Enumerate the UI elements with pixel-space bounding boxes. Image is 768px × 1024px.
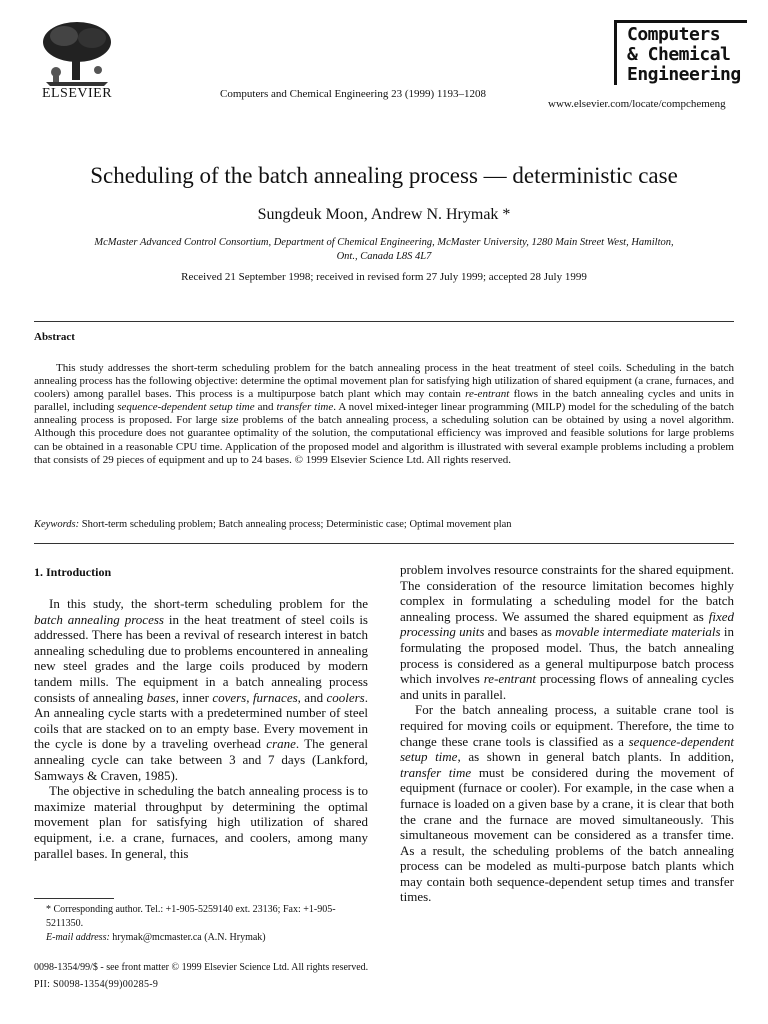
divider xyxy=(34,321,734,322)
email-address[interactable]: hrymak@mcmaster.ca (A.N. Hrymak) xyxy=(109,932,266,943)
keywords-label: Keywords: xyxy=(34,519,80,530)
emphasis: re-entrant xyxy=(483,671,536,687)
abstract-emphasis: re-entrant xyxy=(465,388,510,401)
footnote-divider xyxy=(34,898,114,899)
brand-line: Computers xyxy=(627,24,721,45)
journal-brand xyxy=(614,20,747,85)
emphasis: transfer time xyxy=(400,764,472,780)
emphasis: sequence-dependent setup time xyxy=(400,733,734,765)
intro-paragraph-1 xyxy=(34,596,368,783)
right-column xyxy=(400,562,734,905)
abstract-emphasis: sequence-dependent setup time xyxy=(117,401,255,414)
text-segment: in formulating the proposed model. Thus, the batch annealing process is considered as a general multipurpose batch process which involves xyxy=(400,624,734,687)
email-label: E-mail address: xyxy=(46,932,110,943)
paper-title: Scheduling of the batch annealing process — deterministic case xyxy=(90,163,678,188)
received-dates: Received 21 September 1998; received in revised form 27 July 1999; accepted 28 July 1999 xyxy=(181,271,587,283)
text-segment: must be considered during the movement of equipment (furnace or cooler). For example, in the case when a furnace is loaded on a given base by a crane, it is clear that both the crane and the furnace are moved simultaneously. This simultaneous movement can be considered as a transfer time. As a result, the scheduling problems of the batch annealing process can be modeled as multi-purpose batch plants which may contain both sequence-dependent setup times and transfer times. xyxy=(400,764,734,905)
emphasis: bases xyxy=(146,689,176,705)
journal-url[interactable]: www.elsevier.com/locate/compchemeng xyxy=(548,98,726,110)
abstract-emphasis: transfer time xyxy=(276,401,334,414)
brand-line: Engineering xyxy=(627,64,741,85)
affiliation xyxy=(40,236,728,264)
brand-line: & Chemical xyxy=(627,44,731,65)
text-segment: processing flows of annealing cycles and units in parallel. xyxy=(400,671,734,702)
text-segment: and bases as xyxy=(484,624,556,640)
authors: Sungdeuk Moon, Andrew N. Hrymak * xyxy=(257,206,511,223)
keywords-list: Short-term scheduling problem; Batch annealing process; Deterministic case; Optimal movement plan xyxy=(79,519,512,530)
pii-line: PII: S0098-1354(99)00285-9 xyxy=(34,979,159,990)
affiliation-line: McMaster Advanced Control Consortium, Department of Chemical Engineering, McMaster University, 1280 Main Street West, Hamilton, xyxy=(94,237,674,248)
abstract-segment: . A novel mixed-integer linear programming (MILP) model for the scheduling of the batch annealing process is proposed. For large size problems of the batch annealing process, a scheduling solution can be obtained by using a novel algorithm. Although this procedure does not guarantee optimality of the solution, the computational efficiency was improved and feasible solutions for large problems can be obtained in a reasonable CPU time. Application of the proposed model and algorithm is illustrated with several example problems including a problem that consists of 29 pieces of equipment and up to 24 bases. © 1999 Elsevier Science Ltd. All rights reserved. xyxy=(34,401,734,466)
emphasis: movable intermediate materials xyxy=(555,624,721,640)
footnote xyxy=(34,903,368,945)
text-segment: . An annealing cycle starts with a predetermined number of steel coils that are stacked on to an empty base. Every movement in the cycle is done by a traveling overhead xyxy=(34,689,368,752)
keywords xyxy=(34,519,512,530)
email-line xyxy=(34,931,368,945)
intro-paragraph-2: The objective in scheduling the batch annealing process is to maximize material throughput by determining the optimal movement plan for satisfying high utilization of shared equipment, i.e. a crane, furnaces, and coolers, among many parallel bases. In general, this xyxy=(34,783,368,861)
text-segment: problem involves resource constraints for the shared equipment. The consideration of the resource limitation becomes highly complex in formulating a scheduling model for the batch annealing process. We assumed the shared equipment as xyxy=(400,562,734,624)
emphasis: batch annealing process xyxy=(34,611,164,627)
left-column xyxy=(34,596,368,861)
affiliation-line: Ont., Canada L8S 4L7 xyxy=(336,251,432,262)
emphasis: coolers xyxy=(326,689,365,705)
abstract-segment: and xyxy=(254,401,277,414)
emphasis: crane xyxy=(266,736,296,752)
emphasis: furnaces xyxy=(252,689,298,705)
copyright-line: 0098-1354/99/$ - see front matter © 1999 Elsevier Science Ltd. All rights reserved. xyxy=(34,962,369,973)
text-segment: . The general annealing cycle can take between 3 and 7 days (Lankford, Samways & Craven, 1985). xyxy=(34,736,368,783)
journal-citation: Computers and Chemical Engineering 23 (1999) 1193–1208 xyxy=(220,88,486,100)
text-segment: , xyxy=(246,689,253,705)
text-segment: For the batch annealing process, a suitable crane tool is required for moving coils or equipment. Therefore, the time to change these crane tools is classified as a xyxy=(400,702,734,749)
publisher-name: ELSEVIER xyxy=(41,86,113,101)
abstract-segment: flows in the batch annealing cycles and units in parallel, including xyxy=(34,388,734,414)
abstract-text xyxy=(34,362,734,467)
corresponding-author: * Corresponding author. Tel.: +1-905-5259140 ext. 23136; Fax: +1-905-5211350. xyxy=(46,904,336,929)
abstract-heading: Abstract xyxy=(34,331,75,343)
text-segment: In this study, the short-term scheduling problem for the xyxy=(49,596,368,611)
section-heading: 1. Introduction xyxy=(34,565,112,579)
divider xyxy=(34,543,734,544)
intro-paragraph-2-cont xyxy=(400,562,734,702)
emphasis: fixed processing units xyxy=(400,608,734,640)
intro-paragraph-3 xyxy=(400,702,734,905)
emphasis: covers xyxy=(212,689,247,705)
text-segment: in the heat treatment of steel coils is addressed. There has been a revival of research interest in batch annealing scheduling due to problems encountered in annealing new steel grades and the large coils produced by modern tandem mills. The equipment in a batch annealing process consists of annealing xyxy=(34,611,368,705)
text-segment: , inner xyxy=(175,689,213,705)
text-segment: , as shown in general batch plants. In addition, xyxy=(457,749,734,765)
text-segment: , and xyxy=(297,689,327,705)
abstract-segment: This study addresses the short-term scheduling problem for the batch annealing process in the heat treatment of steel coils. Scheduling in the batch annealing process has the following objective: determine the optimal movement plan for satisfying high utilization of shared equipment (a crane, furnaces, and coolers) among parallel bases. This process is a multipurpose batch plant which may contain xyxy=(34,362,734,401)
